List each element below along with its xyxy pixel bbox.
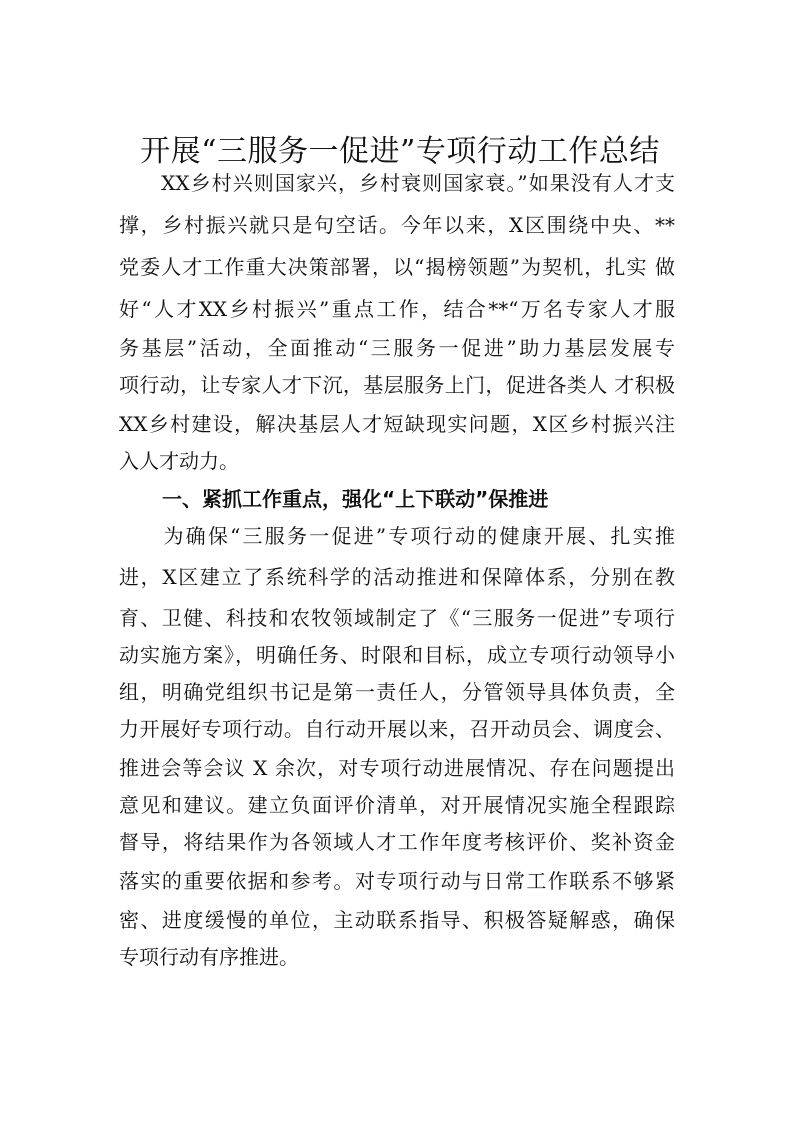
intro-line-5: 务基层”活动，全面推动“三服务一促进”助力基层发展专: [119, 336, 675, 360]
intro-line-1: XX乡村兴则国家兴，乡村衰则国家衰。”如果没有人才支: [119, 171, 675, 195]
body-line-5: 组，明确党组织书记是第一责任人，分管领导具体负责，全: [119, 680, 675, 704]
body-line-1: 为确保“三服务一促进”专项行动的健康开展、扎实推: [119, 524, 675, 548]
body-line-10: 落实的重要依据和参考。对专项行动与日常工作联系不够紧: [119, 869, 675, 893]
section-heading: 一、紧抓工作重点，强化“上下联动”保推进: [162, 487, 549, 511]
body-line-8: 意见和建议。建立负面评价清单，对开展情况实施全程跟踪: [119, 793, 675, 817]
body-line-11: 密、进度缓慢的单位，主动联系指导、积极答疑解惑，确保: [119, 908, 675, 932]
intro-line-6: 项行动，让专家人才下沉，基层服务上门，促进各类人 才积极: [119, 373, 675, 397]
intro-line-8: 入人才动力。: [119, 449, 239, 473]
body-line-7: 推进会等会议 X 余次，对专项行动进展情况、存在问题提出: [119, 756, 675, 780]
intro-line-7: XX乡村建设，解决基层人才短缺现实问题，X区乡村振兴注: [119, 412, 675, 436]
body-line-9: 督导，将结果作为各领域人才工作年度考核评价、奖补资金: [119, 830, 675, 854]
body-line-12: 专项行动有序推进。: [119, 945, 299, 969]
body-line-6: 力开展好专项行动。自行动开展以来，召开动员会、调度会、: [119, 717, 675, 741]
intro-line-4: 好“人才XX乡村振兴”重点工作，结合**“万名专家人才服: [119, 297, 675, 321]
body-line-3: 育、卫健、科技和农牧领域制定了《“三服务一促进”专项行: [119, 606, 675, 630]
intro-line-3: 党委人才工作重大决策部署，以“揭榜领题”为契机，扎实 做: [119, 255, 675, 279]
body-line-4: 动实施方案》，明确任务、时限和目标，成立专项行动领导小: [119, 643, 675, 667]
body-line-2: 进，X区建立了系统科学的活动推进和保障体系，分别在教: [119, 565, 675, 589]
document-title: 开展“三服务一促进”专项行动工作总结: [140, 134, 660, 169]
intro-line-2: 撑，乡村振兴就只是句空话。今年以来，X区围绕中央、**: [119, 213, 675, 237]
